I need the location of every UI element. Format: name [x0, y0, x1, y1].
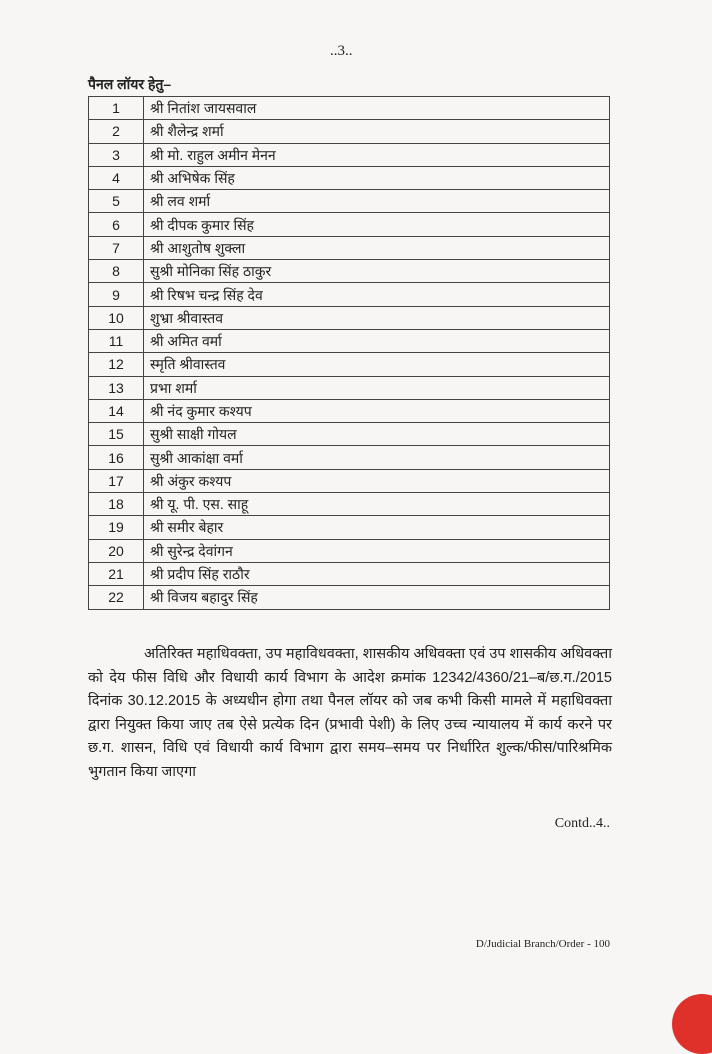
table-row	[89, 376, 610, 399]
table-row	[89, 516, 610, 539]
lawyer-name: श्री प्रदीप सिंह राठौर	[144, 562, 610, 585]
lawyer-name: सुश्री साक्षी गोयल	[144, 423, 610, 446]
serial-number: 21	[89, 562, 144, 585]
lawyer-name: श्री शैलेन्द्र शर्मा	[144, 120, 610, 143]
lawyer-name: सुश्री आकांक्षा वर्मा	[144, 446, 610, 469]
lawyer-name: श्री सुरेन्द्र देवांगन	[144, 539, 610, 562]
lawyer-name: श्री नंद कुमार कश्यप	[144, 399, 610, 422]
table-row	[89, 329, 610, 352]
table-row	[89, 213, 610, 236]
serial-number: 22	[89, 586, 144, 609]
serial-number: 15	[89, 423, 144, 446]
lawyer-name: श्री अमित वर्मा	[144, 329, 610, 352]
lawyer-name: श्री अंकुर कश्यप	[144, 469, 610, 492]
serial-number: 16	[89, 446, 144, 469]
serial-number: 6	[89, 213, 144, 236]
lawyer-name: प्रभा शर्मा	[144, 376, 610, 399]
table-row	[89, 166, 610, 189]
table-row	[89, 260, 610, 283]
red-corner-mark	[672, 994, 712, 1054]
lawyer-name: श्री यू. पी. एस. साहू	[144, 493, 610, 516]
table-row	[89, 283, 610, 306]
footer-reference: D/Judicial Branch/Order - 100	[475, 938, 610, 950]
table-row	[89, 97, 610, 120]
lawyer-name: श्री दीपक कुमार सिंह	[144, 213, 610, 236]
serial-number: 2	[89, 120, 144, 143]
lawyer-name: शुभ्रा श्रीवास्तव	[144, 306, 610, 329]
lawyer-name: सुश्री मोनिका सिंह ठाकुर	[144, 260, 610, 283]
table-row	[89, 399, 610, 422]
table-row	[89, 306, 610, 329]
table-row	[89, 586, 610, 609]
serial-number: 3	[89, 143, 144, 166]
table-row	[89, 562, 610, 585]
table-row	[89, 190, 610, 213]
serial-number: 7	[89, 236, 144, 259]
serial-number: 8	[89, 260, 144, 283]
page-number: ..3..	[330, 43, 353, 59]
lawyer-name: श्री नितांश जायसवाल	[144, 97, 610, 120]
table-row	[89, 353, 610, 376]
table-row	[89, 469, 610, 492]
serial-number: 14	[89, 399, 144, 422]
section-heading: पैनल लॉयर हेतु–	[88, 76, 172, 92]
lawyer-name: श्री लव शर्मा	[144, 190, 610, 213]
serial-number: 17	[89, 469, 144, 492]
serial-number: 19	[89, 516, 144, 539]
panel-lawyer-table	[88, 96, 610, 610]
table-row	[89, 143, 610, 166]
lawyer-name: श्री आशुतोष शुक्ला	[144, 236, 610, 259]
lawyer-name: श्री विजय बहादुर सिंह	[144, 586, 610, 609]
serial-number: 4	[89, 166, 144, 189]
lawyer-name: श्री अभिषेक सिंह	[144, 166, 610, 189]
serial-number: 12	[89, 353, 144, 376]
table-row	[89, 236, 610, 259]
serial-number: 5	[89, 190, 144, 213]
table-row	[89, 446, 610, 469]
serial-number: 11	[89, 329, 144, 352]
lawyer-name: श्री रिषभ चन्द्र सिंह देव	[144, 283, 610, 306]
lawyer-name: श्री मो. राहुल अमीन मेनन	[144, 143, 610, 166]
lawyer-name: श्री समीर बेहार	[144, 516, 610, 539]
serial-number: 1	[89, 97, 144, 120]
serial-number: 9	[89, 283, 144, 306]
serial-number: 10	[89, 306, 144, 329]
continued-note: Contd..4..	[554, 816, 610, 831]
serial-number: 13	[89, 376, 144, 399]
table-row	[89, 493, 610, 516]
table-row	[89, 539, 610, 562]
serial-number: 20	[89, 539, 144, 562]
lawyer-name: स्मृति श्रीवास्तव	[144, 353, 610, 376]
fee-paragraph: अतिरिक्त महाधिवक्ता, उप महाविधवक्ता, शासकीय अधिवक्ता एवं उप शासकीय अधिवक्ता को देय फीस विधि और विधायी कार्य विभाग के आदेश क्रमांक 12342/4360/21–ब/छ.ग./2015 दिनांक 30.12.2015 के अध्यधीन होगा तथा पैनल लॉयर को जब कभी किसी मामले में महाधिवक्ता द्वारा नियुक्त किया जाए तब ऐसे प्रत्येक दिन (प्रभावी पेशी) के लिए उच्च न्यायालय में कार्य करने पर छ.ग. शासन, विधि एवं विधायी कार्य विभाग द्वारा समय–समय पर निर्धारित शुल्क/फीस/पारिश्रमिक भुगतान किया जाएगा	[88, 646, 612, 780]
serial-number: 18	[89, 493, 144, 516]
table-row	[89, 423, 610, 446]
table-row	[89, 120, 610, 143]
